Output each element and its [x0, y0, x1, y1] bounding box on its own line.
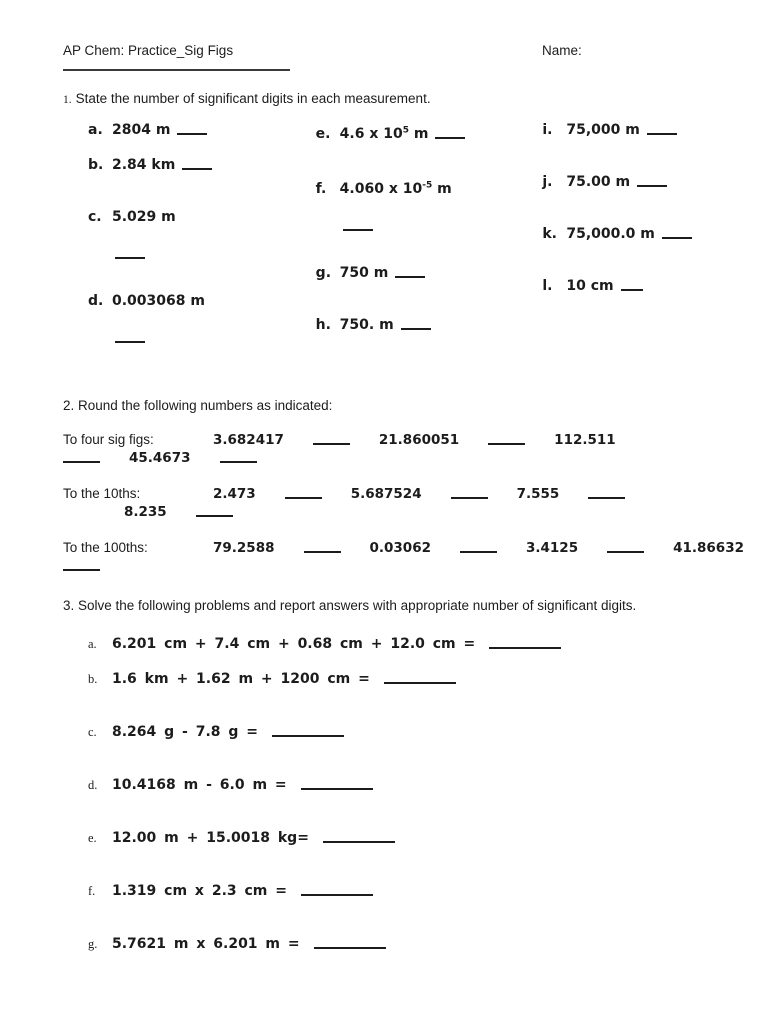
answer-blank: [451, 494, 488, 499]
q1-column: [88, 120, 316, 367]
question-2-heading: 2. Round the following numbers as indicated:: [63, 398, 333, 413]
q3-items: [88, 633, 770, 955]
q1-item-c: [88, 207, 316, 228]
q1-item-j: [542, 172, 770, 193]
item-label: a.: [88, 122, 103, 138]
answer-blank: [489, 644, 561, 649]
answer-blank: [488, 440, 525, 445]
q1-item-d: [88, 291, 316, 312]
answer-blank: [637, 182, 667, 187]
answer-blank: [588, 494, 625, 499]
exponent: -5: [422, 180, 433, 191]
item-label: a.: [88, 636, 97, 651]
item-label: f.: [88, 883, 96, 898]
q2-rows: [63, 431, 770, 574]
item-label: g.: [88, 936, 98, 951]
number-value: 45.4673: [129, 450, 191, 466]
q1-column: [316, 120, 543, 367]
q1-item-b: [88, 155, 316, 176]
item-label: e.: [88, 830, 97, 845]
number-value: 0.03062: [369, 540, 431, 556]
number-value: 7.555: [516, 486, 560, 502]
question-1: [63, 91, 770, 367]
q2-line: [63, 449, 770, 467]
number-value: 8.235: [124, 504, 167, 520]
answer-blank: [115, 338, 145, 343]
measurement-text: 750. m: [339, 317, 394, 334]
answer-blank: [115, 254, 145, 259]
item-label: f.: [315, 181, 327, 198]
answer-blank: [395, 273, 425, 278]
q2-row: [63, 485, 770, 521]
item-label: d.: [88, 777, 98, 792]
q1-item-h: [316, 315, 543, 336]
problem-expression: 5.7621 m x 6.201 m =: [112, 935, 300, 952]
measurement-text: 2.84 km: [112, 157, 176, 173]
answer-blank: [323, 838, 395, 843]
problem-expression: 8.264 g - 7.8 g =: [112, 723, 259, 740]
measurement-text: 5.029 m: [112, 209, 176, 225]
q2-line: [63, 431, 770, 449]
q1-item-e: [316, 120, 543, 145]
q2-line: [63, 485, 770, 503]
q1-item-f: [316, 176, 543, 201]
number-value: 2.473: [213, 486, 256, 502]
q1-columns: [88, 120, 770, 367]
answer-blank: [314, 944, 386, 949]
number-value: 41.86632: [673, 540, 744, 556]
measurement-text: 10 cm: [566, 278, 614, 294]
number-value: 79.2588: [213, 540, 275, 556]
q1-item-l: [542, 276, 770, 297]
worksheet-header: [63, 43, 770, 71]
item-label: j.: [542, 174, 553, 190]
answer-blank: [182, 165, 212, 170]
answer-blank: [460, 548, 497, 553]
answer-blank: [63, 458, 100, 463]
question-2: [63, 397, 770, 592]
q1-item-i: [542, 120, 770, 141]
measurement-text: 4.6 x $10^5$ m: [339, 125, 429, 142]
number-value: 3.4125: [526, 540, 579, 556]
q2-row: [63, 431, 770, 467]
measurement-text: 2804 m: [112, 122, 171, 138]
item-label: d.: [88, 293, 104, 309]
answer-blank: [662, 234, 692, 239]
name-label: Name:: [542, 43, 582, 58]
q2-line: [63, 539, 770, 557]
answer-blank: [220, 458, 257, 463]
answer-blank: [177, 130, 207, 135]
problem-expression: 6.201 cm + 7.4 cm + 0.68 cm + 12.0 cm =: [112, 635, 476, 652]
q1-column: [542, 120, 770, 367]
question-3: [63, 597, 770, 986]
question-1-number: 1.: [63, 94, 72, 106]
q1-item-a: [88, 120, 316, 141]
number-value: 3.682417: [213, 432, 284, 448]
row-label: To four sig figs:: [63, 432, 154, 447]
measurement-text: 750 m: [339, 265, 389, 282]
number-value: 5.687524: [350, 486, 422, 502]
question-1-prompt: [63, 91, 770, 106]
number-value: 112.511: [554, 432, 616, 448]
item-label: e.: [315, 125, 331, 142]
item-label: k.: [542, 226, 557, 242]
answer-blank: [647, 130, 677, 135]
measurement-text: 75,000.0 m: [566, 226, 655, 242]
item-label: b.: [88, 671, 98, 686]
exponent: 5: [402, 125, 409, 135]
answer-blank: [196, 512, 233, 517]
answer-blank: [272, 732, 344, 737]
answer-blank: [343, 226, 373, 231]
row-label: To the 10ths:: [63, 486, 141, 501]
item-label: h.: [315, 317, 331, 334]
question-3-heading: 3. Solve the following problems and report answers with appropriate number of significant digits.: [63, 598, 637, 613]
answer-blank: [301, 785, 373, 790]
q3-item-f: [88, 880, 770, 902]
answer-blank: [401, 325, 431, 330]
item-label: c.: [88, 209, 102, 225]
q3-item-d: [88, 774, 770, 796]
item-label: g.: [315, 265, 332, 282]
answer-blank: [285, 494, 322, 499]
q3-item-b: [88, 668, 770, 690]
answer-blank: [304, 548, 341, 553]
q1-item-g: [316, 263, 543, 284]
q3-item-a: [88, 633, 770, 655]
answer-blank: [301, 891, 373, 896]
problem-expression: 12.00 m + 15.0018 kg=: [112, 829, 309, 846]
q2-line: [124, 503, 770, 521]
page-title: AP Chem: Practice_Sig Figs: [63, 43, 234, 58]
title-underline: [63, 69, 290, 71]
q2-row: [63, 539, 770, 574]
answer-blank: [384, 679, 456, 684]
item-label: b.: [88, 157, 104, 173]
measurement-text: 0.003068 m: [112, 293, 205, 309]
q2-line: [63, 557, 770, 574]
answer-blank: [607, 548, 644, 553]
measurement-text: 75.00 m: [566, 174, 631, 190]
measurement-text: 75,000 m: [566, 122, 640, 138]
item-label: i.: [542, 122, 553, 138]
item-label: l.: [542, 278, 553, 294]
problem-expression: 1.6 km + 1.62 m + 1200 cm =: [112, 670, 370, 687]
answer-blank: [313, 440, 350, 445]
q3-item-g: [88, 933, 770, 955]
number-value: 21.860051: [378, 432, 460, 448]
q3-item-e: [88, 827, 770, 849]
measurement-text: 4.060 x $10^{-5}$ m: [339, 180, 452, 198]
answer-blank: [435, 134, 465, 139]
q3-item-c: [88, 721, 770, 743]
problem-expression: 10.4168 m - 6.0 m =: [112, 776, 287, 793]
row-label: To the 100ths:: [63, 540, 148, 555]
answer-blank: [621, 286, 643, 291]
answer-blank: [63, 566, 100, 571]
item-label: c.: [88, 724, 97, 739]
q1-item-k: [542, 224, 770, 245]
problem-expression: 1.319 cm x 2.3 cm =: [112, 882, 287, 899]
question-1-prompt-text: State the number of significant digits in each measurement.: [75, 91, 431, 106]
